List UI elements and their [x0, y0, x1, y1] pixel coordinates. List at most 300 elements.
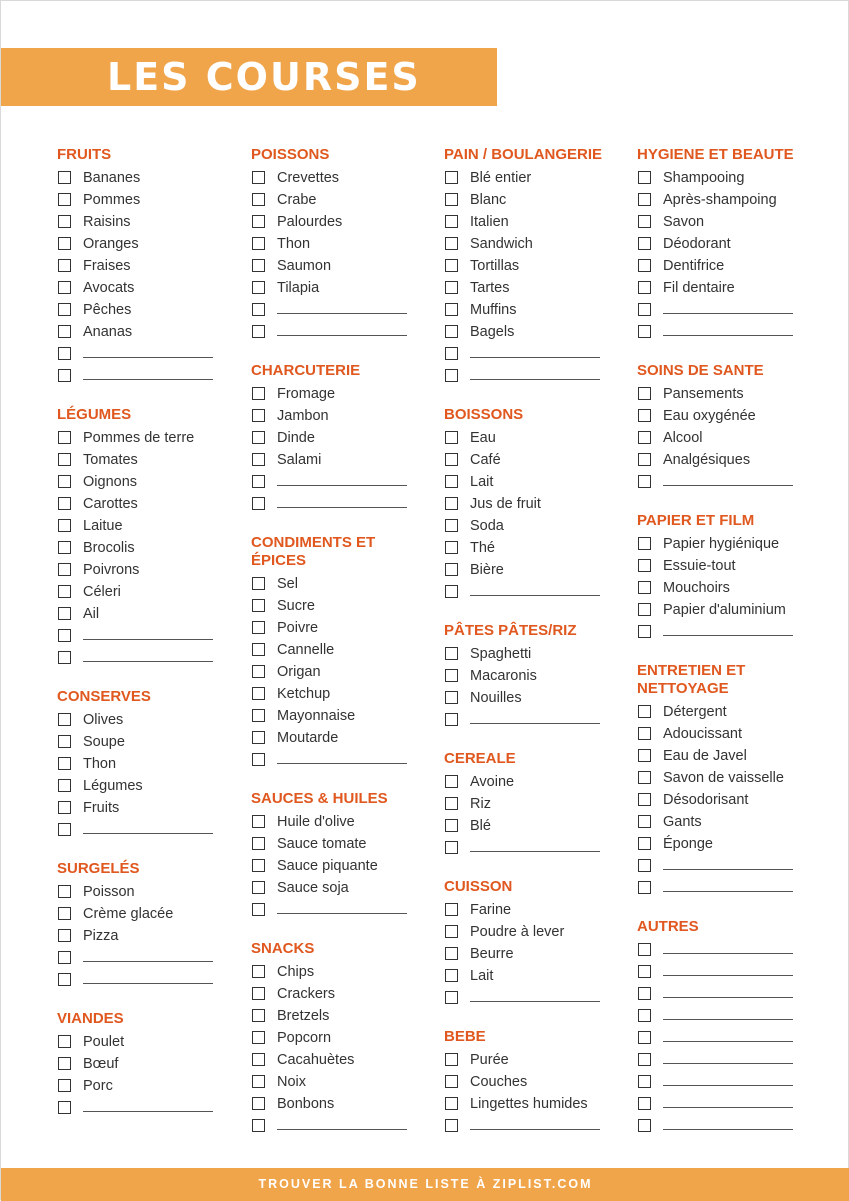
checkbox[interactable] — [638, 881, 651, 894]
item-label: Bananes — [83, 170, 141, 186]
checklist — [444, 428, 634, 604]
checkbox[interactable] — [445, 819, 458, 832]
section-title: SAUCES & HUILES — [251, 790, 388, 807]
checklist-item — [444, 944, 634, 966]
checklist-item — [57, 882, 247, 904]
section-pâtes-pâtes-riz — [444, 622, 634, 732]
checkbox[interactable] — [252, 881, 265, 894]
checkbox[interactable] — [638, 1097, 651, 1110]
blank-write-in-line[interactable] — [663, 335, 793, 336]
checklist-item — [637, 878, 827, 900]
blank-write-in-line[interactable] — [470, 723, 600, 724]
checkbox[interactable] — [445, 193, 458, 206]
checklist — [637, 940, 827, 1138]
checklist-item — [637, 212, 827, 234]
checkbox[interactable] — [58, 303, 71, 316]
item-label: Tomates — [83, 452, 138, 468]
checkbox[interactable] — [58, 1057, 71, 1070]
checkbox[interactable] — [252, 1119, 265, 1132]
checkbox[interactable] — [58, 563, 71, 576]
checkbox[interactable] — [252, 837, 265, 850]
item-label: Porc — [83, 1078, 113, 1094]
checkbox[interactable] — [58, 497, 71, 510]
checkbox[interactable] — [252, 987, 265, 1000]
checklist-item — [444, 516, 634, 538]
checkbox[interactable] — [58, 801, 71, 814]
checkbox[interactable] — [445, 669, 458, 682]
item-label: Sauce soja — [277, 880, 349, 896]
checklist — [444, 168, 634, 388]
blank-write-in-line[interactable] — [663, 1129, 793, 1130]
item-label: Raisins — [83, 214, 131, 230]
checklist-item — [444, 688, 634, 710]
checkbox[interactable] — [445, 797, 458, 810]
item-label: Huile d'olive — [277, 814, 355, 830]
blank-write-in-line[interactable] — [277, 485, 407, 486]
checkbox[interactable] — [445, 259, 458, 272]
section-title: HYGIENE ET BEAUTE — [637, 146, 794, 163]
checkbox[interactable] — [445, 431, 458, 444]
checkbox[interactable] — [638, 431, 651, 444]
section-title: PAPIER ET FILM — [637, 512, 755, 529]
checklist-item — [251, 190, 441, 212]
blank-write-in-line[interactable] — [83, 639, 213, 640]
column-1 — [57, 146, 247, 1120]
checkbox[interactable] — [638, 793, 651, 806]
checkbox[interactable] — [252, 259, 265, 272]
checkbox[interactable] — [58, 171, 71, 184]
blank-write-in-line[interactable] — [663, 1063, 793, 1064]
checkbox[interactable] — [445, 991, 458, 1004]
checkbox[interactable] — [638, 837, 651, 850]
checkbox[interactable] — [445, 215, 458, 228]
checkbox[interactable] — [58, 823, 71, 836]
checkbox[interactable] — [445, 347, 458, 360]
checkbox[interactable] — [252, 753, 265, 766]
checklist-item — [57, 604, 247, 626]
checkbox[interactable] — [445, 475, 458, 488]
item-label: Sandwich — [470, 236, 533, 252]
blank-write-in-line[interactable] — [663, 1085, 793, 1086]
item-label: Farine — [470, 902, 512, 918]
checkbox[interactable] — [58, 735, 71, 748]
blank-write-in-line[interactable] — [663, 869, 793, 870]
checkbox[interactable] — [638, 749, 651, 762]
checkbox[interactable] — [638, 281, 651, 294]
checklist-item — [444, 772, 634, 794]
checklist-item — [251, 384, 441, 406]
checklist-item — [251, 472, 441, 494]
checkbox[interactable] — [445, 775, 458, 788]
item-label: Nouilles — [470, 690, 522, 706]
item-label: Beurre — [470, 946, 514, 962]
blank-write-in-line[interactable] — [277, 313, 407, 314]
checklist-item — [57, 754, 247, 776]
item-label: Popcorn — [277, 1030, 332, 1046]
item-label: Sauce piquante — [277, 858, 378, 874]
checkbox[interactable] — [445, 647, 458, 660]
checkbox[interactable] — [445, 369, 458, 382]
checklist-item — [251, 618, 441, 640]
item-label: Poisson — [83, 884, 135, 900]
checkbox[interactable] — [445, 325, 458, 338]
blank-write-in-line[interactable] — [277, 763, 407, 764]
checklist-item — [57, 168, 247, 190]
blank-write-in-line[interactable] — [83, 983, 213, 984]
checkbox[interactable] — [445, 713, 458, 726]
checkbox[interactable] — [58, 1079, 71, 1092]
checklist-item — [444, 168, 634, 190]
checkbox[interactable] — [252, 1009, 265, 1022]
checkbox[interactable] — [58, 907, 71, 920]
checklist-item — [444, 322, 634, 344]
checkbox[interactable] — [638, 259, 651, 272]
blank-write-in-line[interactable] — [470, 357, 600, 358]
blank-write-in-line[interactable] — [277, 913, 407, 914]
checkbox[interactable] — [252, 621, 265, 634]
item-label: Jus de fruit — [470, 496, 541, 512]
checklist-item — [444, 300, 634, 322]
checkbox[interactable] — [638, 193, 651, 206]
checkbox[interactable] — [252, 709, 265, 722]
checkbox[interactable] — [252, 1031, 265, 1044]
checkbox[interactable] — [252, 497, 265, 510]
item-label: Poivre — [277, 620, 319, 636]
checkbox[interactable] — [58, 1035, 71, 1048]
checklist-item — [637, 234, 827, 256]
checkbox[interactable] — [445, 453, 458, 466]
checkbox[interactable] — [252, 643, 265, 656]
item-label: Noix — [277, 1074, 307, 1090]
checkbox[interactable] — [445, 1053, 458, 1066]
checklist-item — [444, 472, 634, 494]
checklist-item — [251, 1094, 441, 1116]
checklist — [57, 428, 247, 670]
checkbox[interactable] — [252, 665, 265, 678]
checklist-item — [57, 278, 247, 300]
item-label: Eau de Javel — [663, 748, 747, 764]
blank-write-in-line[interactable] — [470, 851, 600, 852]
checklist — [251, 168, 441, 344]
checkbox[interactable] — [638, 303, 651, 316]
section-title: SOINS DE SANTE — [637, 362, 764, 379]
checkbox[interactable] — [638, 453, 651, 466]
checkbox[interactable] — [252, 281, 265, 294]
checkbox[interactable] — [638, 409, 651, 422]
checkbox[interactable] — [252, 687, 265, 700]
blank-write-in-line[interactable] — [663, 1107, 793, 1108]
checkbox[interactable] — [252, 171, 265, 184]
checkbox[interactable] — [58, 453, 71, 466]
checklist-item — [637, 450, 827, 472]
item-label: Pêches — [83, 302, 132, 318]
checkbox[interactable] — [445, 1097, 458, 1110]
item-label: Origan — [277, 664, 321, 680]
item-label: Oignons — [83, 474, 138, 490]
checkbox[interactable] — [638, 559, 651, 572]
checkbox[interactable] — [58, 215, 71, 228]
blank-write-in-line[interactable] — [663, 1019, 793, 1020]
checkbox[interactable] — [252, 325, 265, 338]
checkbox[interactable] — [638, 325, 651, 338]
checkbox[interactable] — [58, 951, 71, 964]
checkbox[interactable] — [638, 625, 651, 638]
checkbox[interactable] — [58, 885, 71, 898]
checklist-item — [444, 666, 634, 688]
blank-write-in-line[interactable] — [663, 891, 793, 892]
blank-write-in-line[interactable] — [663, 997, 793, 998]
checklist-item — [251, 168, 441, 190]
blank-write-in-line[interactable] — [83, 833, 213, 834]
checkbox[interactable] — [638, 603, 651, 616]
checkbox[interactable] — [252, 965, 265, 978]
checkbox[interactable] — [58, 651, 71, 664]
checkbox[interactable] — [58, 519, 71, 532]
checklist-item — [251, 706, 441, 728]
checkbox[interactable] — [638, 1119, 651, 1132]
checklist-item — [637, 1094, 827, 1116]
checkbox[interactable] — [638, 943, 651, 956]
checkbox[interactable] — [252, 1075, 265, 1088]
section-cuisson — [444, 878, 634, 1010]
blank-write-in-line[interactable] — [663, 313, 793, 314]
checkbox[interactable] — [58, 325, 71, 338]
checkbox[interactable] — [252, 475, 265, 488]
checklist-item — [444, 190, 634, 212]
blank-write-in-line[interactable] — [470, 1001, 600, 1002]
checkbox[interactable] — [445, 969, 458, 982]
blank-write-in-line[interactable] — [663, 953, 793, 954]
section-title: FRUITS — [57, 146, 112, 163]
checkbox[interactable] — [638, 1075, 651, 1088]
checkbox[interactable] — [58, 629, 71, 642]
checkbox[interactable] — [252, 303, 265, 316]
checkbox[interactable] — [638, 987, 651, 1000]
checkbox[interactable] — [58, 713, 71, 726]
checklist-item — [637, 534, 827, 556]
checkbox[interactable] — [445, 281, 458, 294]
checkbox[interactable] — [58, 541, 71, 554]
blank-write-in-line[interactable] — [277, 335, 407, 336]
column-4 — [637, 146, 827, 1138]
checkbox[interactable] — [252, 409, 265, 422]
checklist-item — [444, 344, 634, 366]
checkbox[interactable] — [58, 369, 71, 382]
checkbox[interactable] — [638, 965, 651, 978]
checkbox[interactable] — [252, 859, 265, 872]
checkbox[interactable] — [252, 577, 265, 590]
checkbox[interactable] — [58, 475, 71, 488]
section-conserves — [57, 688, 247, 842]
item-label: Alcool — [663, 430, 703, 446]
item-label: Crevettes — [277, 170, 340, 186]
checkbox[interactable] — [638, 727, 651, 740]
checkbox[interactable] — [638, 537, 651, 550]
item-label: Eau oxygénée — [663, 408, 756, 424]
checkbox[interactable] — [638, 1053, 651, 1066]
checkbox[interactable] — [58, 607, 71, 620]
checkbox[interactable] — [445, 691, 458, 704]
blank-write-in-line[interactable] — [470, 379, 600, 380]
blank-write-in-line[interactable] — [277, 1129, 407, 1130]
checkbox[interactable] — [445, 541, 458, 554]
checkbox[interactable] — [252, 903, 265, 916]
section-title: AUTRES — [637, 918, 699, 935]
checkbox[interactable] — [638, 705, 651, 718]
checkbox[interactable] — [58, 757, 71, 770]
checkbox[interactable] — [58, 929, 71, 942]
blank-write-in-line[interactable] — [663, 635, 793, 636]
checklist-item — [637, 746, 827, 768]
checkbox[interactable] — [445, 303, 458, 316]
checklist — [251, 574, 441, 772]
checklist-item — [57, 212, 247, 234]
checklist — [637, 534, 827, 644]
blank-write-in-line[interactable] — [663, 975, 793, 976]
item-label: Bonbons — [277, 1096, 335, 1112]
checkbox[interactable] — [638, 859, 651, 872]
checkbox[interactable] — [58, 779, 71, 792]
checklist-item — [57, 256, 247, 278]
blank-write-in-line[interactable] — [83, 1111, 213, 1112]
checklist-item — [251, 428, 441, 450]
checkbox[interactable] — [252, 193, 265, 206]
checkbox[interactable] — [638, 1009, 651, 1022]
checkbox[interactable] — [58, 259, 71, 272]
checkbox[interactable] — [252, 237, 265, 250]
column-3 — [444, 146, 634, 1138]
checklist-item — [637, 812, 827, 834]
checklist-item — [637, 406, 827, 428]
checklist-item — [637, 984, 827, 1006]
checkbox[interactable] — [58, 347, 71, 360]
checklist-item — [251, 596, 441, 618]
checkbox[interactable] — [445, 841, 458, 854]
checkbox[interactable] — [58, 237, 71, 250]
checklist — [637, 384, 827, 494]
checklist-item — [57, 300, 247, 322]
checkbox[interactable] — [445, 947, 458, 960]
checkbox[interactable] — [58, 585, 71, 598]
blank-write-in-line[interactable] — [83, 961, 213, 962]
checkbox[interactable] — [252, 1097, 265, 1110]
blank-write-in-line[interactable] — [277, 507, 407, 508]
item-label: Jambon — [277, 408, 329, 424]
checkbox[interactable] — [445, 519, 458, 532]
checkbox[interactable] — [445, 171, 458, 184]
checkbox[interactable] — [638, 387, 651, 400]
blank-write-in-line[interactable] — [470, 595, 600, 596]
column-2 — [251, 146, 441, 1138]
checklist-item — [57, 948, 247, 970]
item-label: Adoucissant — [663, 726, 742, 742]
section-title: BEBE — [444, 1028, 486, 1045]
checkbox[interactable] — [638, 1031, 651, 1044]
checkbox[interactable] — [58, 281, 71, 294]
checkbox[interactable] — [252, 453, 265, 466]
checkbox[interactable] — [638, 171, 651, 184]
checklist — [251, 384, 441, 516]
checklist-item — [637, 856, 827, 878]
checkbox[interactable] — [638, 815, 651, 828]
checkbox[interactable] — [252, 1053, 265, 1066]
item-label: Tortillas — [470, 258, 520, 274]
item-label: Blé — [470, 818, 491, 834]
blank-write-in-line[interactable] — [470, 1129, 600, 1130]
checkbox[interactable] — [445, 237, 458, 250]
checkbox[interactable] — [58, 1101, 71, 1114]
blank-write-in-line[interactable] — [83, 357, 213, 358]
checkbox[interactable] — [445, 903, 458, 916]
item-label: Bretzels — [277, 1008, 330, 1024]
checklist-item — [57, 190, 247, 212]
item-label: Bagels — [470, 324, 515, 340]
checkbox[interactable] — [58, 431, 71, 444]
checklist-item — [57, 472, 247, 494]
checkbox[interactable] — [445, 497, 458, 510]
checkbox[interactable] — [638, 215, 651, 228]
checkbox[interactable] — [445, 563, 458, 576]
checklist-item — [444, 212, 634, 234]
checkbox[interactable] — [445, 925, 458, 938]
checklist — [444, 1050, 634, 1138]
item-label: Fromage — [277, 386, 336, 402]
item-label: Fraises — [83, 258, 131, 274]
blank-write-in-line[interactable] — [663, 485, 793, 486]
checklist-item — [444, 428, 634, 450]
checkbox[interactable] — [252, 431, 265, 444]
blank-write-in-line[interactable] — [83, 661, 213, 662]
blank-write-in-line[interactable] — [663, 1041, 793, 1042]
checklist-item — [57, 560, 247, 582]
checkbox[interactable] — [252, 387, 265, 400]
checklist-item — [57, 904, 247, 926]
checklist-item — [444, 256, 634, 278]
checklist-item — [444, 1050, 634, 1072]
checklist-item — [444, 900, 634, 922]
checkbox[interactable] — [445, 1075, 458, 1088]
checkbox[interactable] — [638, 771, 651, 784]
checkbox[interactable] — [638, 237, 651, 250]
item-label: Dinde — [277, 430, 315, 446]
checklist-item — [251, 834, 441, 856]
checklist-item — [637, 834, 827, 856]
checkbox[interactable] — [445, 585, 458, 598]
checklist-item — [637, 256, 827, 278]
blank-write-in-line[interactable] — [83, 379, 213, 380]
checkbox[interactable] — [445, 1119, 458, 1132]
item-label: Blé entier — [470, 170, 532, 186]
item-label: Tartes — [470, 280, 510, 296]
checklist-item — [637, 190, 827, 212]
section-papier-et-film — [637, 512, 827, 644]
checklist-item — [637, 1050, 827, 1072]
checkbox[interactable] — [252, 215, 265, 228]
checklist-item — [637, 768, 827, 790]
checkbox[interactable] — [638, 475, 651, 488]
checkbox[interactable] — [58, 193, 71, 206]
checkbox[interactable] — [638, 581, 651, 594]
checklist — [57, 882, 247, 992]
checkbox[interactable] — [252, 731, 265, 744]
item-label: Poudre à lever — [470, 924, 565, 940]
checklist-item — [444, 1094, 634, 1116]
checkbox[interactable] — [252, 599, 265, 612]
checklist — [251, 812, 441, 922]
checkbox[interactable] — [58, 973, 71, 986]
item-label: Fruits — [83, 800, 120, 816]
checkbox[interactable] — [252, 815, 265, 828]
